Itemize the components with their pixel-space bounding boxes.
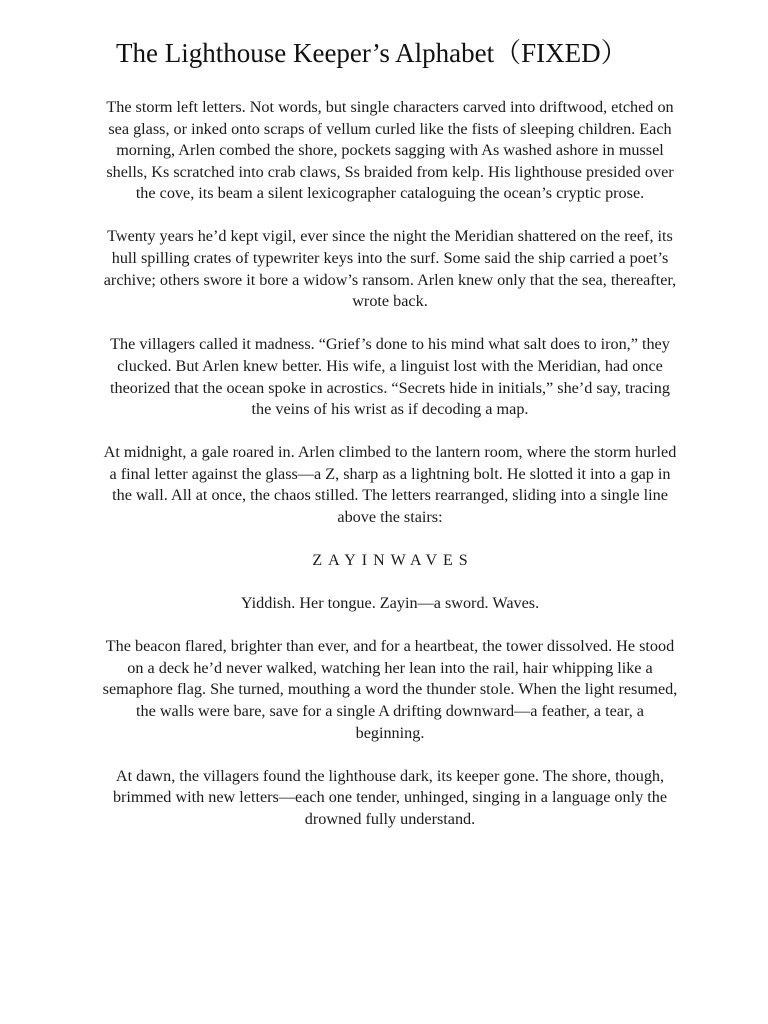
document-title: The Lighthouse Keeper’s Alphabet（FIXED） [116,38,628,68]
paragraph-vigil: Twenty years he’d kept vigil, ever since the night the Meridian shattered on the reef, its hull spilling crates of typewriter keys into the surf. Some said the ship carried a poet’s archive; others swore it bore a widow’s ransom. Arlen knew only that the sea, thereafter, wrote back. [103,227,677,311]
paragraph-storm: The storm left letters. Not words, but single characters carved into driftwood, etched on sea glass, or inked onto scraps of vellum curled like the fists of sleeping children. Each morning, Arlen combed the shore, pockets sagging with As washed ashore in mussel shells, Ks scratched into crab claws, Ss braided from kelp. His lighthouse presided over the cove, its beam a silent lexicographer cataloguing the ocean’s cryptic prose. [106,98,674,203]
paragraph-beacon: The beacon flared, brighter than ever, and for a heartbeat, the tower dissolved. He stood on a deck he’d never walked, watching her lean into the rail, hair whipping like a semaphore flag. She turned, mouthing a word the thunder stole. When the light resumed, the walls were bare, save for a single A drifting downward—a feather, a tear, a beginning. [102,637,678,742]
paragraph-yiddish: Yiddish. Her tongue. Zayin—a sword. Waves. [240,594,540,613]
paragraph-midnight: At midnight, a gale roared in. Arlen climbed to the lantern room, where the storm hurled a final letter against the glass—a Z, sharp as a lightning bolt. He slotted it into a gap in the wall. All at once, the chaos stilled. The letters rearranged, sliding into a single line above the stairs: [103,443,677,526]
paragraph-dawn: At dawn, the villagers found the lighthouse dark, its keeper gone. The shore, though, brimmed with new letters—each one tender, unhinged, singing in a language only the drowned fully understand. [112,766,668,828]
paragraph-madness: The villagers called it madness. “Grief’s done to his mind what salt does to iron,” they clucked. But Arlen knew better. His wife, a linguist lost with the Meridian, had once theorized that the ocean spoke in acrostics. “Secrets hide in initials,” she’d say, tracing the veins of his wrist as if decoding a map. [110,335,670,419]
story-body [100,97,680,852]
code-word: ZAYINWAVES [312,552,474,570]
